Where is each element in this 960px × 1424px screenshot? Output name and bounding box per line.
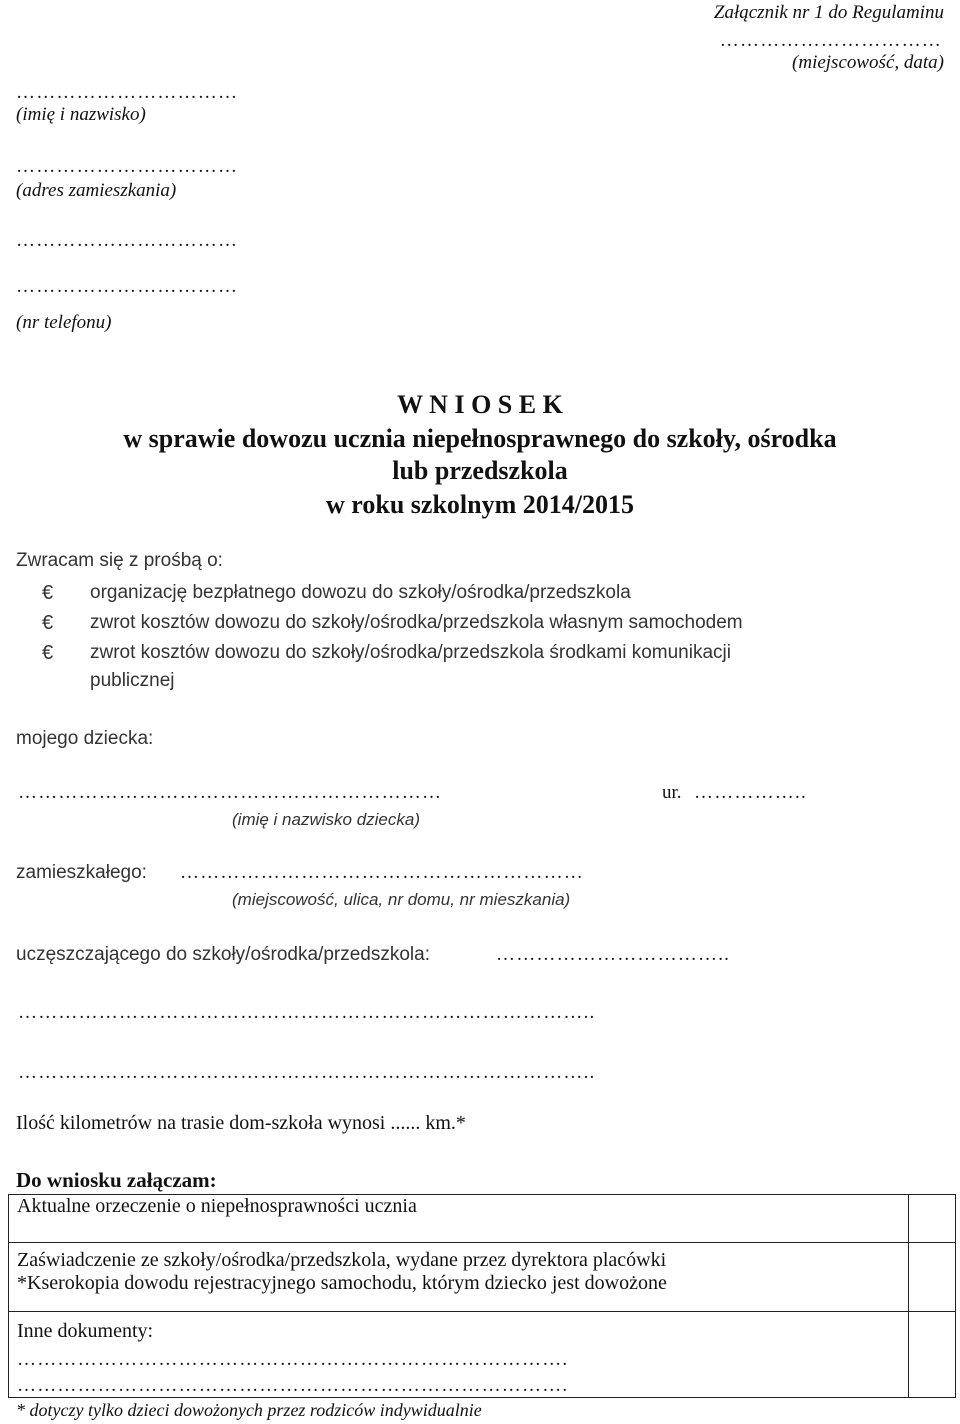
- birth-date-dots: ……………..: [694, 782, 807, 803]
- page-title: W N I O S E K: [397, 390, 563, 419]
- checkbox-icon[interactable]: €: [42, 582, 54, 604]
- title-line-2: w sprawie dowozu ucznia niepełnosprawnego do szkoły, ośrodka: [123, 424, 837, 453]
- attachment-label: *Kserokopia dowodu rejestracyjnego samochodu, którym dziecko jest dowożone: [9, 1272, 909, 1312]
- school-dots-line-3: …………………………………………………………………………..: [18, 1062, 596, 1083]
- attachment-checkbox[interactable]: [909, 1195, 956, 1243]
- attachment-checkbox[interactable]: [909, 1272, 956, 1312]
- applicant-name-dots: ……………………………: [16, 82, 239, 103]
- attachments-table: [8, 1194, 956, 1398]
- applicant-extra-dots-2: ……………………………: [16, 276, 239, 297]
- table-row: [9, 1243, 956, 1272]
- attachment-label: Aktualne orzeczenie o niepełnosprawności ucznia: [9, 1195, 909, 1243]
- child-name-dots: ………………………………………………………: [18, 782, 443, 803]
- applicant-address-dots: ……………………………: [16, 156, 239, 177]
- school-dots-line-2: …………………………………………………………………………..: [18, 1002, 596, 1023]
- applicant-address-label: (adres zamieszkania): [16, 180, 177, 201]
- footnote: * dotyczy tylko dzieci dowożonych przez rodziców indywidualnie: [16, 1400, 482, 1420]
- option-label-continuation: publicznej: [90, 670, 175, 691]
- child-name-label: (imię i nazwisko dziecka): [232, 810, 420, 829]
- child-intro: mojego dziecka:: [16, 728, 154, 749]
- school-dots: ……………………………..: [496, 944, 731, 965]
- attachment-checkbox[interactable]: [909, 1243, 956, 1272]
- other-documents-dots: ……………………………………………………………………….: [17, 1349, 569, 1370]
- school-label: uczęszczającego do szkoły/ośrodka/przedszkola:: [16, 944, 430, 965]
- checkbox-icon[interactable]: €: [42, 612, 54, 634]
- birth-label: ur.: [662, 782, 682, 803]
- attachment-checkbox[interactable]: [909, 1312, 956, 1398]
- attachment-other: [9, 1312, 909, 1398]
- applicant-name-label: (imię i nazwisko): [16, 104, 146, 125]
- attachment-label: Zaświadczenie ze szkoły/ośrodka/przedszkola, wydane przez dyrektora placówki: [9, 1243, 909, 1272]
- checkbox-icon[interactable]: €: [42, 642, 54, 664]
- request-intro: Zwracam się z prośbą o:: [16, 550, 223, 571]
- applicant-phone-label: (nr telefonu): [16, 312, 112, 333]
- residence-label: zamieszkałego:: [16, 862, 147, 883]
- option-label: zwrot kosztów dowozu do szkoły/ośrodka/przedszkola środkami komunikacji: [90, 642, 731, 663]
- table-row: [9, 1195, 956, 1243]
- option-label: zwrot kosztów dowozu do szkoły/ośrodka/przedszkola własnym samochodem: [90, 612, 743, 633]
- applicant-extra-dots-1: ……………………………: [16, 230, 239, 251]
- attachment-label: Inne dokumenty:: [17, 1320, 154, 1342]
- place-date-label: (miejscowość, data): [792, 52, 944, 73]
- title-line-3: lub przedszkola: [392, 456, 568, 485]
- place-date-dots: ……………………………: [719, 30, 942, 51]
- table-row: [9, 1312, 956, 1398]
- attachments-heading: Do wniosku załączam:: [16, 1168, 217, 1192]
- table-row: [9, 1272, 956, 1312]
- residence-hint: (miejscowość, ulica, nr domu, nr mieszkania): [232, 890, 571, 909]
- kilometers-field[interactable]: Ilość kilometrów na trasie dom-szkoła wynosi ...... km.*: [16, 1112, 466, 1134]
- title-line-4: w roku szkolnym 2014/2015: [326, 490, 634, 519]
- annex-label: Załącznik nr 1 do Regulaminu: [713, 2, 944, 23]
- other-documents-dots: ……………………………………………………………………….: [17, 1375, 569, 1396]
- option-label: organizację bezpłatnego dowozu do szkoły/ośrodka/przedszkola: [90, 582, 631, 603]
- residence-dots: ……………………………………………………: [180, 862, 584, 883]
